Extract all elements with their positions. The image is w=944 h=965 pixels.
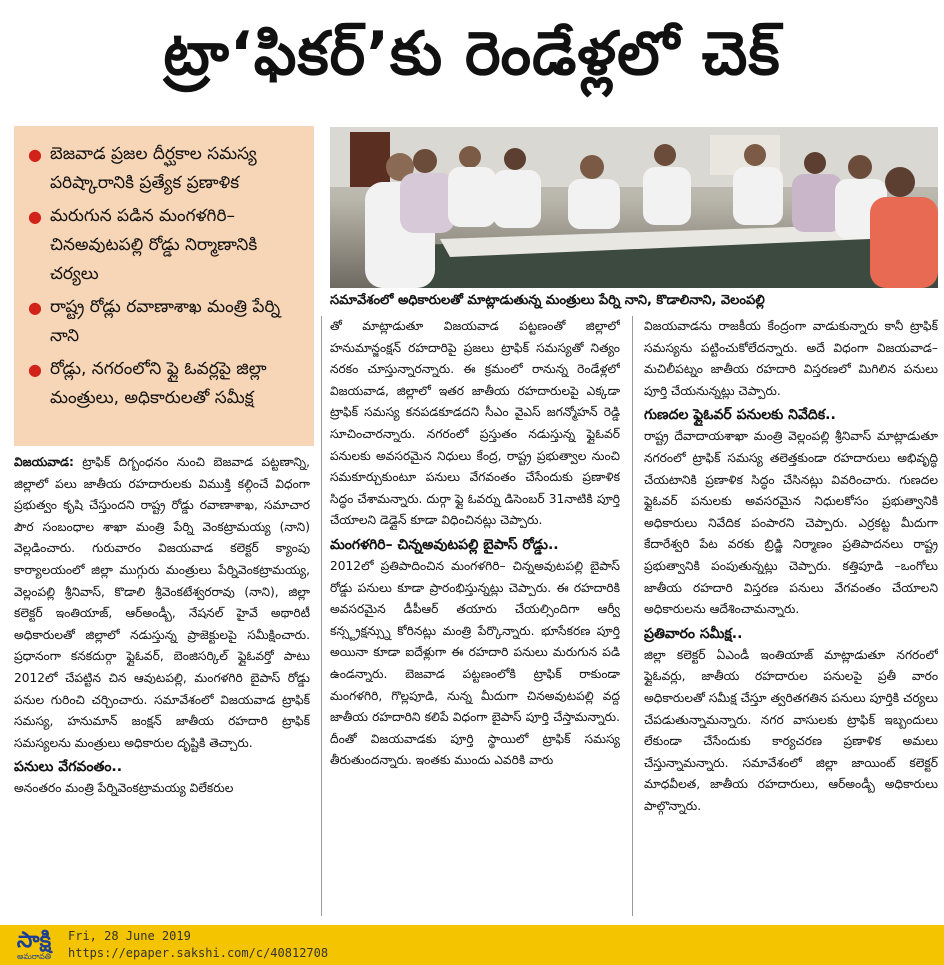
article-column-1 — [14, 452, 310, 922]
sakshi-logo — [8, 927, 60, 963]
edition-date: Fri, 28 June 2019 — [68, 929, 191, 943]
highlight-text: రోడ్లు, నగరంలోని ఫ్లై ఓవర్లపై జిల్లా మంత్రులు, అధికారులతో సమీక్ష — [49, 359, 267, 408]
bullet-icon: ● — [28, 360, 42, 379]
dateline: విజయవాడ: — [14, 455, 74, 469]
highlight-text: రాష్ట్ర రోడ్లు రవాణాశాఖ మంత్రి పేర్ని నాని — [49, 297, 281, 346]
bullet-icon: ● — [28, 207, 42, 226]
column-divider — [632, 316, 633, 916]
footer-bar — [0, 925, 944, 965]
highlights-box — [14, 126, 314, 446]
subheading: మంగళగిరి– చిన్నఅవుటపల్లి బైపాస్ రోడ్డు.. — [330, 536, 559, 553]
epaper-url[interactable]: https://epaper.sakshi.com/c/40812708 — [68, 946, 329, 960]
highlight-item — [28, 293, 306, 351]
paragraph-text: ట్రాఫిక్ దిగ్బంధనం నుంచి బెజవాడ పట్టణాన్ని, జిల్లాలో పలు జాతీయ రహదారులకు విముక్తి కల్గించే విధంగా ప్రభుత్వం కృషి చేస్తుందని రాష్ట్ర రోడ్డు రవాణాశాఖ, సమాచార పౌర సంబంధాల శాఖా మంత్రి పేర్ని వెంకట్రామయ్య (నాని) వెల్లడించారు. గురువారం విజయవాడ కలెక్టర్ క్యాంపు కార్యాలయంలో జిల్లా ముగ్గురు మంత్రులు పేర్నివెంకట్రామయ్య, వెల్లంపల్లి శ్రీనివాస్, కొడాలి శ్రీవెంకటేశ్వరరావు (నాని), జిల్లా కలెక్టర్ ఇంతియాజ్, ఆర్అండ్బీ, నేషనల్ హైవే అథారిటీ అధికారులతో జిల్లాలో నడుస్తున్న ప్రాజెక్టులపై సమీక్షించారు. ప్రధానంగా కనకదుర్గా ఫ్లైఓవర్, బెంజిసర్కిల్ ఫ్లైఓవర్తో పాటు 2012లో చేపట్టిన చిన ఆవుటపల్లి, మంగళగిరి బైపాస్ రోడ్డు పనుల గురించి చర్చించారు. సమావేశంలో విజయవాడ ట్రాఫిక్ సమస్య, హనుమాన్ జంక్షన్ జాతీయ రహదారి ట్రాఫిక్ సమస్యలను మంత్రులు అధికారుల దృష్టికి తెచ్చారు. — [14, 455, 310, 750]
logo-subtext: అమరావతి — [16, 951, 52, 961]
logo-text: సాక్షి — [16, 927, 52, 953]
subheading: ప్రతివారం సమీక్ష.. — [644, 625, 743, 642]
highlight-item — [28, 140, 306, 198]
paragraph — [14, 452, 310, 754]
meeting-photo — [330, 127, 938, 288]
subheading: గుణదల ఫ్లైఓవర్ పనులకు నివేదిక.. — [644, 407, 836, 424]
bullet-icon: ● — [28, 298, 42, 317]
highlight-item — [28, 355, 306, 413]
headline: ట్రా‘ఫికర్’కు రెండేళ్లలో చెక్ — [163, 19, 781, 89]
paragraph: తో మాట్లాడుతూ విజయవాడ పట్టణంతో జిల్లాలో హనుమాన్జంక్షన్ రహదారిపై ప్రజలు ట్రాఫిక్ సమస్యతో నిత్యం నరకం చూస్తున్నారన్నారు. ఈ క్రమంలో రానున్న రెండేళ్లలో విజయవాడ, జిల్లాలో ఇతర జాతీయ రహదారులపై ఎక్కడా ట్రాఫిక్ సమస్య కనపడకూడదని సీఎం వైఎస్ జగన్మోహన్ రెడ్డి సూచించారన్నారు. నగరంలో ప్రస్తుతం నడుస్తున్న ఫ్లైఓవర్ పనులకు అవసరమైన నిధులు కేంద్ర, రాష్ట్ర ప్రభుత్వాల నుంచి సమకూర్చుకుంటూ పనులు వేగవంతం చేసేందుకు ప్రణాళిక సిద్ధం చేశామన్నారు. దుర్గా ఫ్లై ఓవర్ను డిసెంబర్ 31నాటికి పూర్తి చేయాలని డెడ్లైన్ కూడా విధించినట్లు చెప్పారు. — [330, 319, 620, 528]
article-column-3 — [644, 316, 938, 922]
column-divider — [321, 316, 322, 916]
paragraph: రాష్ట్ర దేవాదాయశాఖా మంత్రి వెల్లంపల్లి శ్రీనివాస్ మాట్లాడుతూ నగరంలో ట్రాఫిక్ సమస్య తలెత్తకుండా రహదారులు అభివృద్ధి చేయటానికి ప్రణాళిక సిద్ధం చేసినట్లు వివరించారు. గుణదల ఫ్లైఓవర్ పనులకు అవసరమైన నిధులకోసం ప్రభుత్వానికి అధికారులు నివేదిక పంపారని చెప్పారు. ఎర్రకట్ట మీదుగా కేదారేశ్వరి పేట వరకు బ్రిడ్జి నిర్మాణం ప్రతిపాదనలు రాష్ట్ర ప్రభుత్వానికి పంపుతున్నట్లు చెప్పారు. కత్తిపూడి –ఒంగోలు జాతీయ రహదారి విస్తరణ పనులు వేగవంతం చేయాలని అధికారులను ఆదేశించామన్నారు. — [644, 429, 938, 617]
bullet-icon: ● — [28, 145, 42, 164]
subheading: పనులు వేగవంతం.. — [14, 759, 123, 776]
footer-meta — [68, 928, 328, 962]
paragraph: అనంతరం మంత్రి పేర్నివెంకట్రామయ్య విలేకరుల — [14, 781, 234, 796]
paragraph: 2012లో ప్రతిపాదించిన మంగళగిరి– చిన్నఅవుటపల్లి బైపాస్ రోడ్డు పనులు కూడా ప్రారంభిస్తున్నట్లు చెప్పారు. ఈ రహదారికి అవసరమైన డీపీఆర్ తయారు చేయల్సిందిగా ఆర్వీ కన్స్ట్రక్షన్స్ను కోరినట్లు మంత్రి పేర్కొన్నారు. భూసేకరణ పూర్తి అయినా కూడా ఐదేళ్లుగా ఈ రహదారి పనులు మరుగున పడి ఉండన్నారు. బెజవాడ పట్టణంలోకి ట్రాఫిక్ రాకుండా మంగళగిరి, గొల్లపూడి, నున్న మీదుగా చినఅవుటపల్లి వద్ద జాతీయ రహదారిని కలిపే విధంగా బైపాస్ పూర్తి చేస్తామన్నారు. దీంతో విజయవాడకు పూర్తి స్థాయిలో ట్రాఫిక్ సమస్య తీరుతుందన్నారు. ఇంతకు ముందు ఎవరికి వారు — [330, 558, 620, 768]
highlight-text: బెజవాడ ప్రజల దీర్ఘకాల సమస్య పరిష్కారానికి ప్రత్యేక ప్రణాళిక — [49, 144, 257, 193]
article-column-2 — [330, 316, 620, 922]
highlight-item — [28, 202, 306, 289]
paragraph: జిల్లా కలెక్టర్ ఏఎండీ ఇంతియాజ్ మాట్లాడుతూ నగరంలో ఫ్లైఓవర్లు, జాతీయ రహదారుల పనులపై ప్రతీ వారం అధికారులతో సమీక్ష చేస్తూ త్వరితగతిన పనులు పూర్తికి చర్యలు చేపడుతున్నామన్నారు. నగర వాసులకు ట్రాఫిక్ ఇబ్బందులు లేకుండా చేసేందుకు కార్యచరణ ప్రణాళిక అమలు చేస్తున్నామన్నారు. సమావేశంలో జిల్లా జాయింట్ కలెక్టర్ మాధవీలత, జాతీయ రహదారులు, ఆర్అండ్బీ అధికారులు పాల్గొన్నారు. — [644, 647, 938, 813]
paragraph: విజయవాడను రాజకీయ కేంద్రంగా వాడుకున్నారు కానీ ట్రాఫిక్ సమస్యను పట్టించుకోలేదన్నారు. అదే విధంగా విజయవాడ–మచిలీపట్నం జాతీయ రహదారి విస్తరణలో మిగిలిన పనులు పూర్తి చేయనున్నట్లు చెప్పారు. — [644, 319, 938, 398]
highlight-text: మరుగున పడిన మంగళగిరి– చినఅవుటపల్లి రోడ్డు నిర్మాణానికి చర్యలు — [49, 206, 258, 284]
photo-caption: సమావేశంలో అధికారులతో మాట్లాడుతున్న మంత్రులు పేర్ని నాని, కొడాలినాని, వెలంపల్లి — [330, 293, 765, 308]
meeting-photo-illustration — [330, 127, 938, 288]
